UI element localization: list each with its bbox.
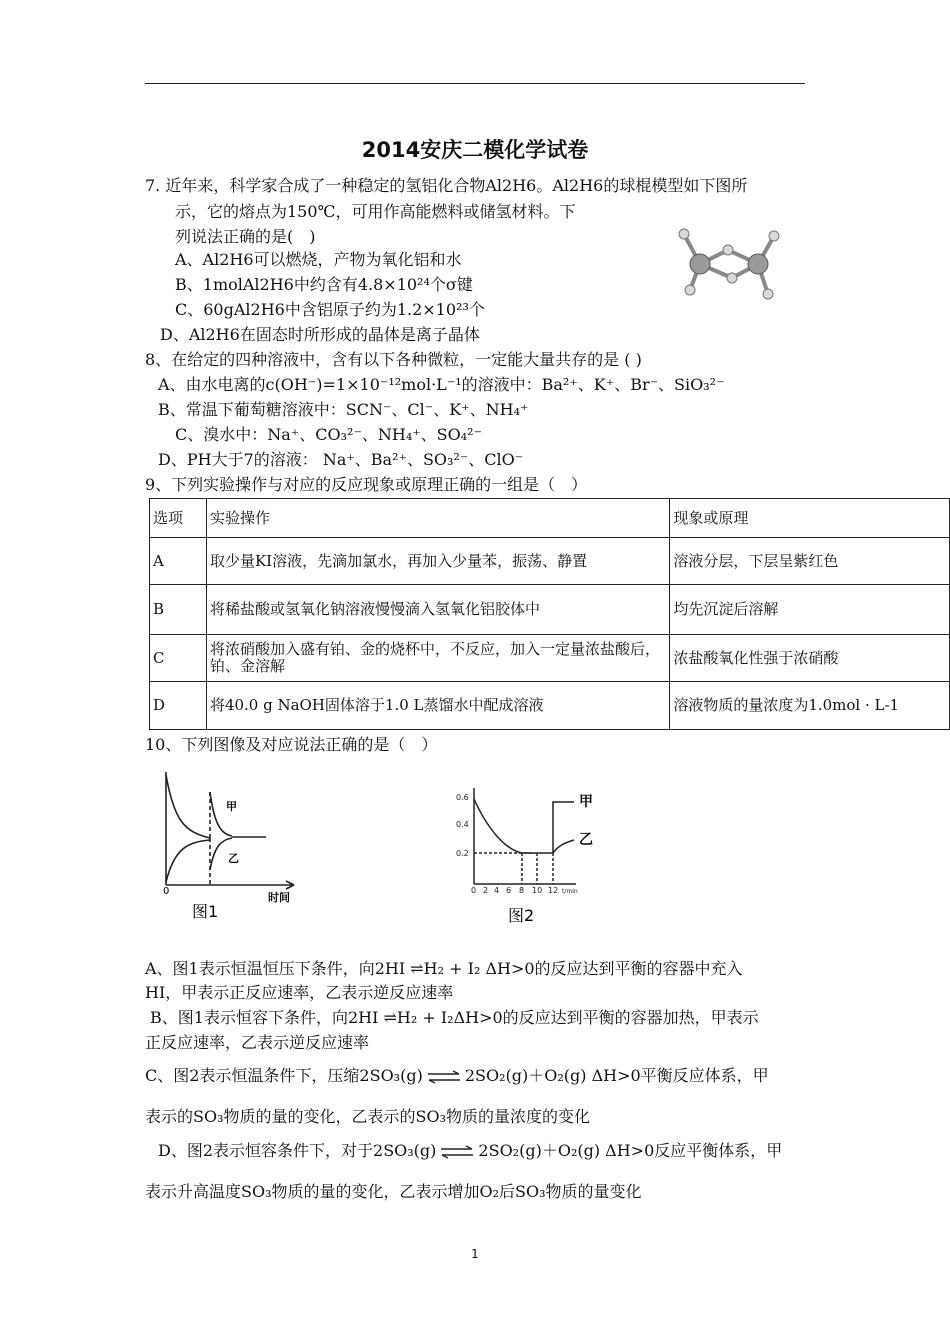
figure-1-xlabel: 时间 xyxy=(268,891,290,904)
figure-2-ytick: 0.4 xyxy=(456,820,469,829)
q10-option-d-part2: 2SO₂(g)＋O₂(g) ΔH>0反应平衡体系，甲 xyxy=(478,1141,783,1160)
table-header-cell: 实验操作 xyxy=(206,499,669,538)
q8-option-c: C、溴水中：Na⁺、CO₃²⁻、NH₄⁺、SO₄²⁻ xyxy=(175,425,483,444)
figure-1-caption: 图1 xyxy=(192,902,219,921)
q10-option-c-part2: 2SO₂(g)＋O₂(g) ΔH>0平衡反应体系，甲 xyxy=(464,1066,769,1085)
figure-2-xtick: 10 xyxy=(532,886,543,895)
table-cell: 均先沉淀后溶解 xyxy=(670,585,950,635)
table-header-row xyxy=(150,499,950,538)
q7-option-d: D、Al2H6在固态时所形成的晶体是离子晶体 xyxy=(160,325,480,344)
table-cell: B xyxy=(150,585,207,635)
header-rule xyxy=(145,83,805,84)
q8-option-b: B、常温下葡萄糖溶液中：SCN⁻、Cl⁻、K⁺、NH₄⁺ xyxy=(158,400,529,419)
table-cell: 将稀盐酸或氢氧化钠溶液慢慢滴入氢氧化铝胶体中 xyxy=(206,585,669,635)
figure-2-xunit: t/min xyxy=(562,888,578,895)
page-number: 1 xyxy=(471,1247,479,1261)
table-cell: 浓盐酸氧化性强于浓硝酸 xyxy=(670,635,950,682)
table-header-cell: 现象或原理 xyxy=(670,499,950,538)
figure-2-xtick: 6 xyxy=(506,886,512,895)
q10-option-d-part1: D、图2表示恒容条件下，对于2SO₃(g) xyxy=(158,1141,437,1160)
figure-2-jia-label: 甲 xyxy=(579,794,593,810)
table-cell: A xyxy=(150,538,207,585)
q7-option-b: B、1molAl2H6中约含有4.8×10²⁴个σ键 xyxy=(175,275,473,294)
figure-2-yi-label: 乙 xyxy=(579,832,593,848)
figure-1-yi-label: 乙 xyxy=(228,852,239,865)
q9-options-table xyxy=(149,498,950,730)
q8-stem: 8、在给定的四种溶液中，含有以下各种微粒，一定能大量共存的是 ( ) xyxy=(145,350,642,369)
figure-2-xtick: 4 xyxy=(494,886,500,895)
table-cell: 溶液分层，下层呈紫红色 xyxy=(670,538,950,585)
figure-2-ytick: 0.6 xyxy=(456,793,469,802)
table-row xyxy=(150,682,950,730)
figure-2-caption: 图2 xyxy=(508,906,535,925)
q10-option-a-line2: HI，甲表示正反应速率，乙表示逆反应速率 xyxy=(145,983,454,1002)
al2h6-ball-stick-model xyxy=(668,220,798,310)
table-cell: C xyxy=(150,635,207,682)
figure-2-xtick: 8 xyxy=(519,886,525,895)
q9-stem: 9、下列实验操作与对应的反应现象或原理正确的一组是（ ） xyxy=(145,475,588,494)
table-cell: D xyxy=(150,682,207,730)
table-row xyxy=(150,635,950,682)
table-cell: 溶液物质的量浓度为1.0mol · L-1 xyxy=(670,682,950,730)
figure-2-xtick: 2 xyxy=(483,886,489,895)
q8-option-a: A、由水电离的c(OH⁻)=1×10⁻¹²mol·L⁻¹的溶液中：Ba²⁺、K⁺、Br⁻、SiO₃²⁻ xyxy=(158,375,725,394)
q7-stem-line3: 列说法正确的是( ) xyxy=(175,227,316,246)
equilibrium-arrow-icon xyxy=(426,1070,462,1084)
q10-option-b-line1: B、图1表示恒容下条件，向2HI ⇌H₂ + I₂ΔH>0的反应达到平衡的容器加热，甲表示 xyxy=(150,1008,759,1027)
q7-stem-line1: 7. 近年来，科学家合成了一种稳定的氢铝化合物Al2H6。Al2H6的球棍模型如下图所 xyxy=(145,176,748,195)
q10-option-d-line2: 表示升高温度SO₃物质的量的变化，乙表示增加O₂后SO₃物质的量变化 xyxy=(145,1182,642,1201)
figure-2-xtick: 12 xyxy=(548,886,559,895)
equilibrium-arrow-icon xyxy=(439,1145,475,1159)
table-cell: 取少量KI溶液，先滴加氯水，再加入少量苯，振荡、静置 xyxy=(206,538,669,585)
q10-option-c-line2: 表示的SO₃物质的量的变化，乙表示的SO₃物质的量浓度的变化 xyxy=(145,1107,590,1126)
figure-1-jia-label: 甲 xyxy=(226,800,237,813)
table-cell: 将浓硝酸加入盛有铂、金的烧杯中，不反应，加入一定量浓盐酸后，铂、金溶解 xyxy=(206,635,669,682)
q7-option-a: A、Al2H6可以燃烧，产物为氧化铝和水 xyxy=(175,250,462,269)
q10-option-b-line2: 正反应速率，乙表示逆反应速率 xyxy=(145,1033,370,1052)
figure-2-xtick: 0 xyxy=(471,886,477,895)
table-cell: 将40.0 g NaOH固体溶于1.0 L蒸馏水中配成溶液 xyxy=(206,682,669,730)
q10-option-a-line1: A、图1表示恒温恒压下条件，向2HI ⇌H₂ + I₂ ΔH>0的反应达到平衡的容器中充入 xyxy=(145,959,743,978)
table-row xyxy=(150,585,950,635)
figure-2-ytick: 0.2 xyxy=(456,849,469,858)
figure-1-rate-curve xyxy=(148,770,308,930)
figure-2-amount-curve xyxy=(448,780,618,930)
table-header-cell: 选项 xyxy=(150,499,207,538)
figure-1-origin: 0 xyxy=(163,886,170,897)
q10-option-c-part1: C、图2表示恒温条件下，压缩2SO₃(g) xyxy=(145,1066,423,1085)
table-row xyxy=(150,538,950,585)
q10-option-d-line1 xyxy=(158,1141,782,1161)
q10-stem: 10、下列图像及对应说法正确的是（ ） xyxy=(145,735,438,754)
q7-stem-line2: 示，它的熔点为150℃，可用作高能燃料或储氢材料。下 xyxy=(175,202,576,221)
q10-option-c-line1 xyxy=(145,1066,769,1086)
page-title: 2014安庆二模化学试卷 xyxy=(361,138,589,162)
q8-option-d: D、PH大于7的溶液： Na⁺、Ba²⁺、SO₃²⁻、ClO⁻ xyxy=(158,450,524,469)
q7-option-c: C、60gAl2H6中含铝原子约为1.2×10²³个 xyxy=(175,300,485,319)
